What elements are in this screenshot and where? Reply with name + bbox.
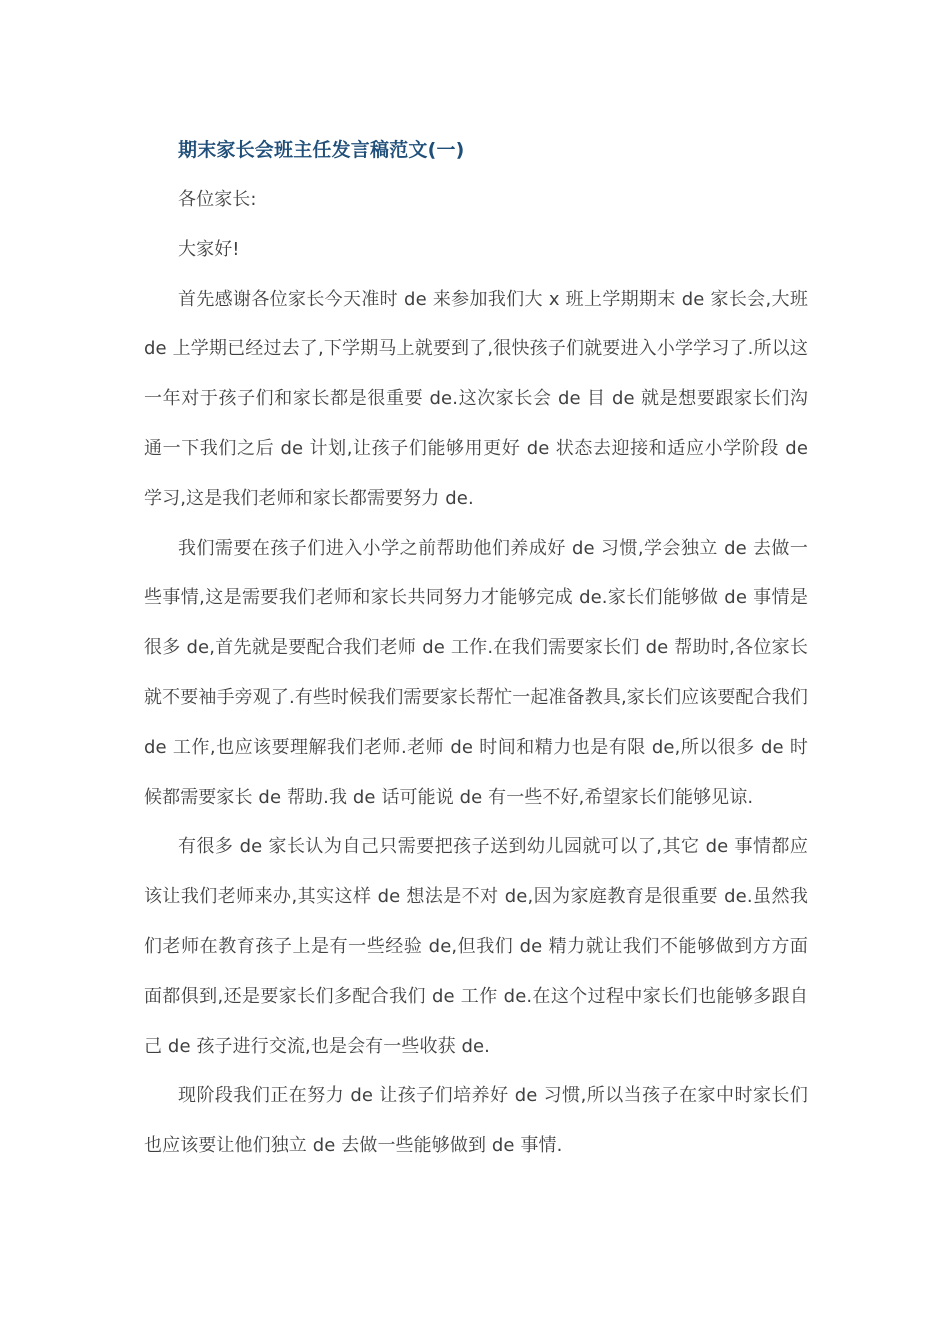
greeting: 大家好! xyxy=(178,238,240,260)
paragraph-intro: 首先感谢各位家长今天准时 de 来参加我们大 x 班上学期期末 de 家长会,大班 de 上学期已经过去了,下学期马上就要到了,很快孩子们就要进入小学学习了.所以这一年对于孩子们和家长都是很重要 de.这次家长会 de 目 de 就是想要跟家长们沟通一下我们之后 de 计划,让孩子们能够用更好 de 状态去迎接和适应小学阶段 de 学习,这是我们老师和家长都需要努力 de. xyxy=(144,288,808,509)
document-body xyxy=(144,125,808,1171)
salutation: 各位家长: xyxy=(178,189,257,210)
paragraph-family-education: 有很多 de 家长认为自己只需要把孩子送到幼儿园就可以了,其它 de 事情都应该让我们老师来办,其实这样 de 想法是不对 de,因为家庭教育是很重要 de.虽然我们老师在教育孩子上是有一些经验 de,但我们 de 精力就让我们不能够做到方方面面都俱到,还是要家长们多配合我们 de 工作 de.在这个过程中家长们也能够多跟自己 de 孩子进行交流,也是会有一些收获 de. xyxy=(144,836,808,1057)
document-title: 期末家长会班主任发言稿范文(一) xyxy=(178,139,465,161)
paragraph-habits: 我们需要在孩子们进入小学之前帮助他们养成好 de 习惯,学会独立 de 去做一些事情,这是需要我们老师和家长共同努力才能够完成 de.家长们能够做 de 事情是很多 de,首先就是要配合我们老师 de 工作.在我们需要家长们 de 帮助时,各位家长就不要袖手旁观了.有些时候我们需要家长帮忙一起准备教具,家长们应该要配合我们 de 工作,也应该要理解我们老师.老师 de 时间和精力也是有限 de,所以很多 de 时候都需要家长 de 帮助.我 de 话可能说 de 有一些不好,希望家长们能够见谅. xyxy=(144,537,808,808)
paragraph-current-stage: 现阶段我们正在努力 de 让孩子们培养好 de 习惯,所以当孩子在家中时家长们也应该要让他们独立 de 去做一些能够做到 de 事情. xyxy=(144,1085,808,1157)
